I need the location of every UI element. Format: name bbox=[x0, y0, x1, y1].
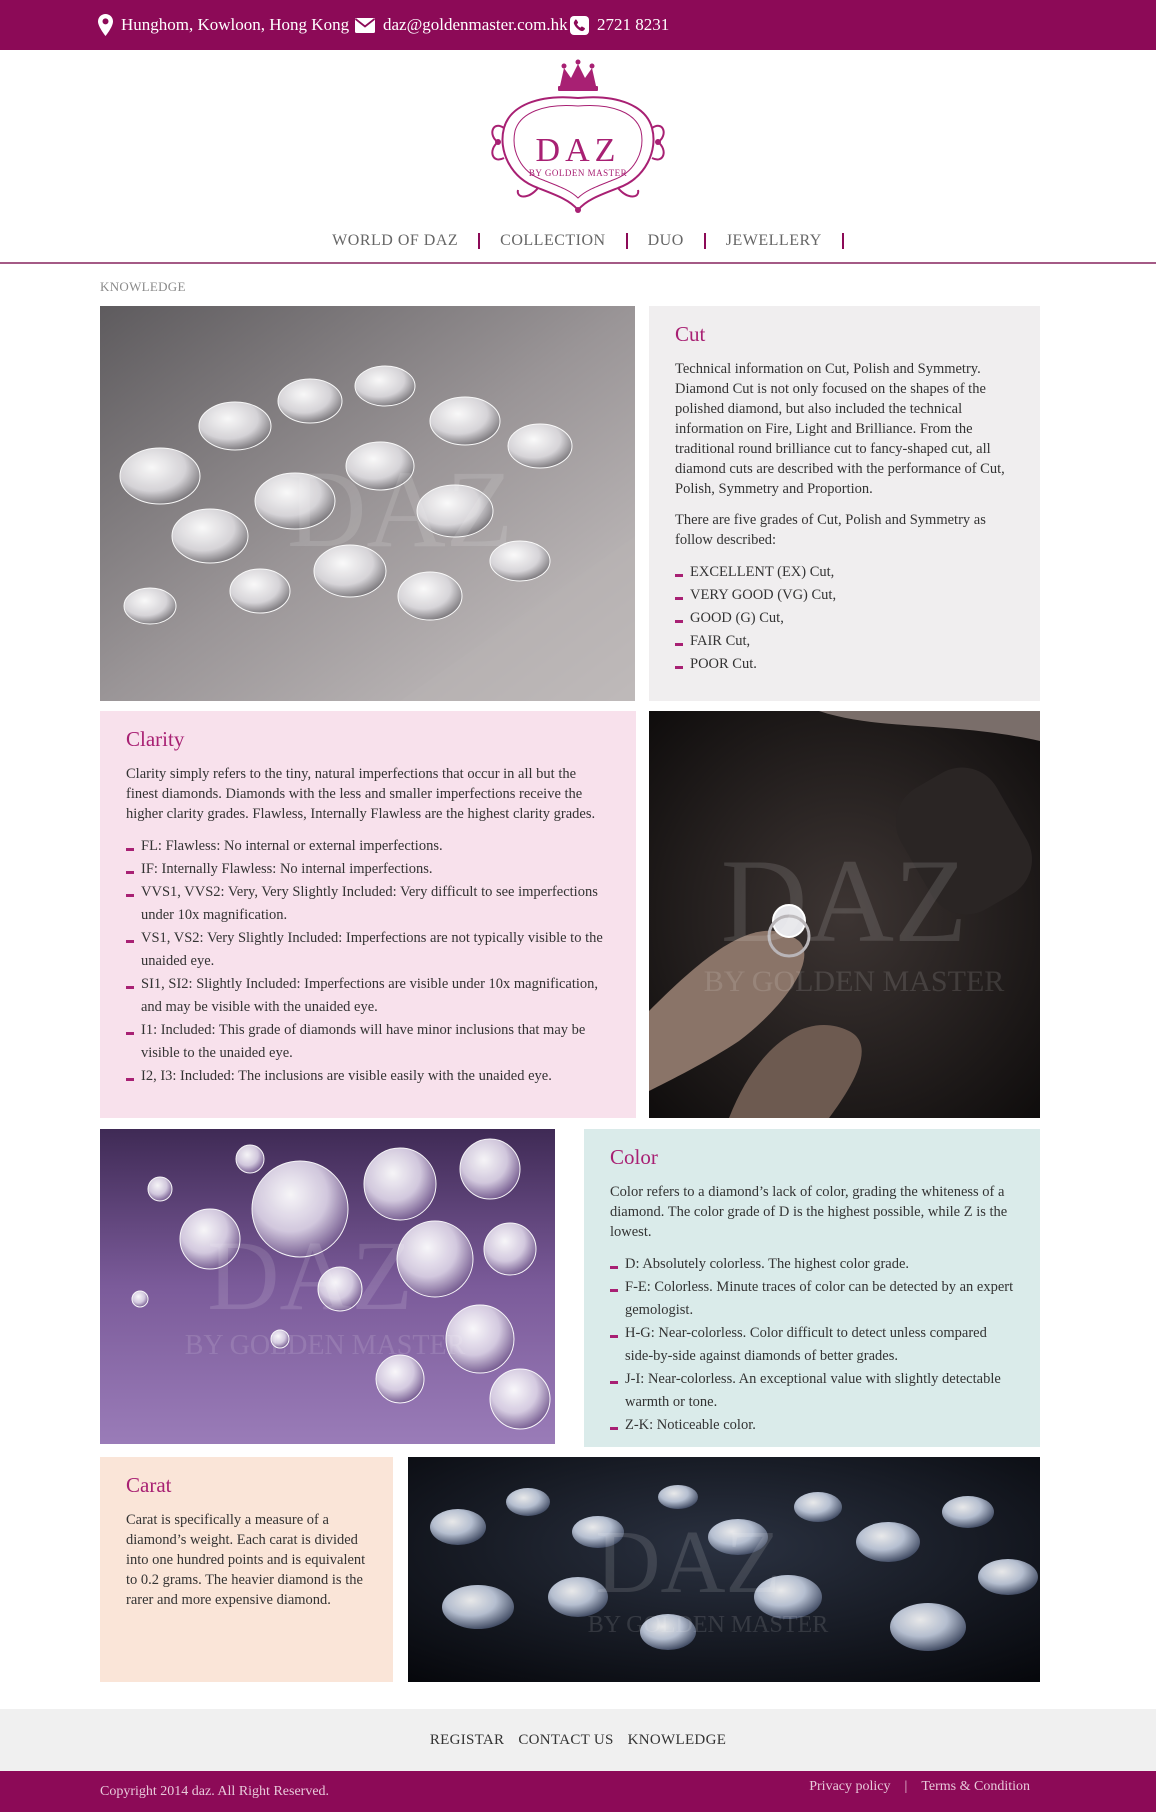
list-item: I1: Included: This grade of diamonds will have minor inclusions that may be visible to the unaided eye. bbox=[126, 1019, 610, 1065]
photo-watermark-tagline: BY GOLDEN MASTER bbox=[587, 1612, 829, 1638]
color-diamonds-photo bbox=[100, 1129, 555, 1444]
daz-logo[interactable] bbox=[478, 58, 678, 216]
email-link[interactable]: daz@goldenmaster.com.hk bbox=[383, 15, 568, 34]
color-paragraph: Color refers to a diamond’s lack of color, grading the whiteness of a diamond. The color grade of D is the highest possible, while Z is the lowest. bbox=[610, 1184, 1008, 1240]
photo-watermark: DAZ bbox=[286, 448, 514, 570]
carat-panel bbox=[100, 1457, 393, 1682]
carat-paragraph: Carat is specifically a measure of a diamond’s weight. Each carat is divided into one hundred points and is equivalent to 0.2 grams. The heavier diamond is the rarer and more expensive diamond. bbox=[126, 1512, 366, 1608]
logo-emblem bbox=[478, 58, 678, 216]
list-item: VS1, VS2: Very Slightly Included: Imperfections are not typically visible to the unaided eye. bbox=[126, 927, 610, 973]
footer-link-register[interactable]: REGISTAR bbox=[429, 1732, 505, 1748]
color-grades-list bbox=[610, 1253, 1014, 1437]
footer-links bbox=[0, 1709, 1156, 1771]
list-item: J-I: Near-colorless. An exceptional value with slightly detectable warmth or tone. bbox=[610, 1368, 1014, 1414]
clarity-title: Clarity bbox=[126, 727, 185, 751]
logo-tagline: BY GOLDEN MASTER bbox=[528, 168, 628, 178]
list-item: D: Absolutely colorless. The highest color grade. bbox=[610, 1253, 1014, 1276]
photo-watermark: DAZ bbox=[720, 834, 968, 967]
nav-item-collection[interactable]: COLLECTION bbox=[500, 232, 606, 249]
cut-grades-list bbox=[675, 561, 1014, 676]
photo-watermark-tagline: BY GOLDEN MASTER bbox=[703, 965, 1005, 998]
list-item: I2, I3: Included: The inclusions are visible easily with the unaided eye. bbox=[126, 1065, 610, 1088]
list-item: H-G: Near-colorless. Color difficult to detect unless compared side-by-side against diamonds of better grades. bbox=[610, 1322, 1014, 1368]
list-item: FAIR Cut, bbox=[675, 630, 1014, 653]
clarity-panel bbox=[100, 711, 636, 1118]
list-item: SI1, SI2: Slightly Included: Imperfections are visible under 10x magnification, and may be visible with the unaided eye. bbox=[126, 973, 610, 1019]
carat-diamonds-photo bbox=[408, 1457, 1040, 1682]
terms-link[interactable]: Terms & Condition bbox=[921, 1779, 1030, 1794]
color-panel bbox=[584, 1129, 1040, 1447]
nav-separator bbox=[842, 233, 844, 249]
list-item: FL: Flawless: No internal or external imperfections. bbox=[126, 835, 610, 858]
nav-item-duo[interactable]: DUO bbox=[647, 232, 684, 249]
main-nav bbox=[0, 232, 1156, 258]
carat-title: Carat bbox=[126, 1473, 172, 1497]
list-item: GOOD (G) Cut, bbox=[675, 607, 1014, 630]
breadcrumb: KNOWLEDGE bbox=[100, 279, 186, 294]
legal-links bbox=[809, 1779, 1030, 1795]
list-item: EXCELLENT (EX) Cut, bbox=[675, 561, 1014, 584]
list-item: POOR Cut. bbox=[675, 653, 1014, 676]
map-pin-icon bbox=[98, 14, 113, 36]
cut-panel bbox=[649, 306, 1040, 701]
list-item: F-E: Colorless. Minute traces of color can be detected by an expert gemologist. bbox=[610, 1276, 1014, 1322]
cut-paragraph: Technical information on Cut, Polish and Symmetry. Diamond Cut is not only focused on the shapes of the polished diamond, but also included the technical information on Fire, Light and Brilliance. From the traditional round brilliance cut to fancy-shaped cut, all diamond cuts are described with the performance of Cut, Polish, Symmetry and Proportion. bbox=[675, 361, 1005, 497]
list-item: Z-K: Noticeable color. bbox=[610, 1414, 1014, 1437]
contact-phone[interactable] bbox=[570, 0, 669, 50]
phone-number[interactable]: 2721 8231 bbox=[597, 15, 670, 34]
clarity-paragraph: Clarity simply refers to the tiny, natural imperfections that occur in all but the finest diamonds. Diamonds with the less and smaller imperfections receive the higher clarity grades. Flawless, Internally Flawless are the highest clarity grades. bbox=[126, 766, 596, 822]
privacy-policy-link[interactable]: Privacy policy bbox=[809, 1779, 891, 1794]
list-item: VERY GOOD (VG) Cut, bbox=[675, 584, 1014, 607]
phone-icon bbox=[570, 16, 589, 35]
list-item: VVS1, VVS2: Very, Very Slightly Included: Very difficult to see imperfections under 10x magnification. bbox=[126, 881, 610, 927]
photo-watermark: DAZ bbox=[595, 1513, 781, 1612]
envelope-icon bbox=[355, 18, 375, 33]
cut-diamonds-photo bbox=[100, 306, 635, 701]
nav-item-world-of-daz[interactable]: WORLD OF DAZ bbox=[332, 232, 459, 249]
cut-title: Cut bbox=[675, 322, 706, 346]
clarity-grades-list bbox=[126, 835, 610, 1088]
contact-location bbox=[98, 0, 349, 50]
color-title: Color bbox=[610, 1145, 658, 1169]
footer-bar bbox=[0, 1771, 1156, 1812]
legal-separator: | bbox=[904, 1779, 908, 1794]
top-bar bbox=[0, 0, 1156, 50]
nav-divider bbox=[0, 262, 1156, 264]
nav-item-jewellery[interactable]: JEWELLERY bbox=[725, 232, 822, 249]
photo-watermark-tagline: BY GOLDEN MASTER bbox=[184, 1330, 466, 1361]
copyright: Copyright 2014 daz. All Right Reserved. bbox=[100, 1784, 330, 1799]
clarity-loupe-photo bbox=[649, 711, 1040, 1118]
location-text: Hunghom, Kowloon, Hong Kong bbox=[121, 15, 350, 34]
photo-watermark: DAZ bbox=[207, 1220, 413, 1331]
logo-brand: DAZ bbox=[535, 132, 621, 169]
footer-link-contact-us[interactable]: CONTACT US bbox=[518, 1732, 614, 1748]
cut-grades-intro: There are five grades of Cut, Polish and Symmetry as follow described: bbox=[675, 512, 986, 548]
list-item: IF: Internally Flawless: No internal imperfections. bbox=[126, 858, 610, 881]
contact-email[interactable] bbox=[355, 0, 568, 50]
footer-link-knowledge[interactable]: KNOWLEDGE bbox=[627, 1732, 727, 1748]
